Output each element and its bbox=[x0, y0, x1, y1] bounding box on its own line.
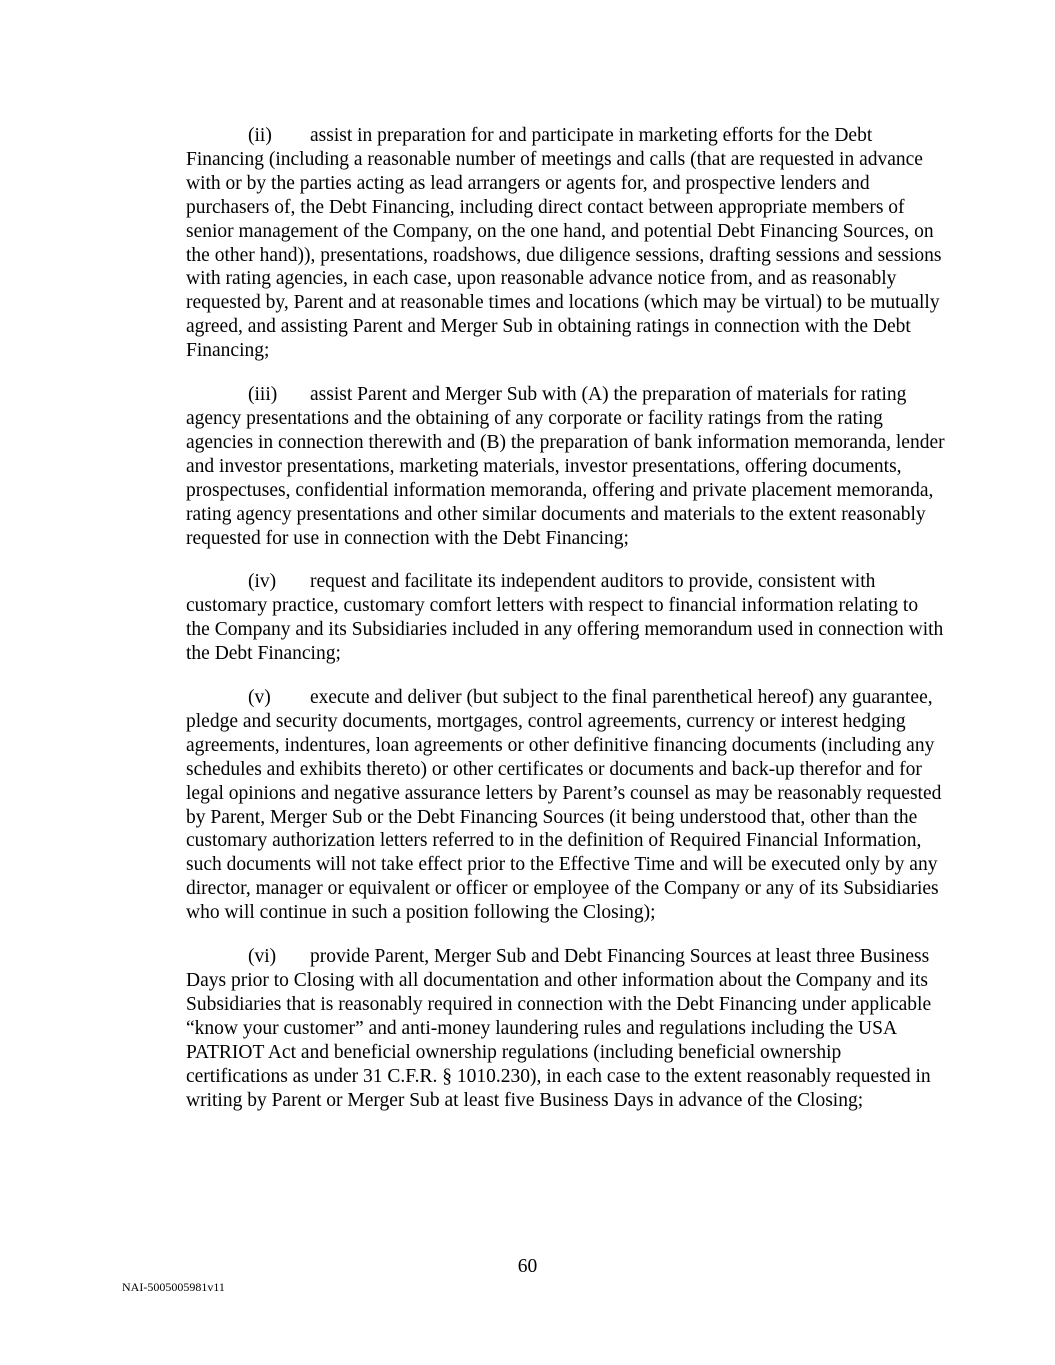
paragraph-text: provide Parent, Merger Sub and Debt Financing Sources at least three Business Days prior to Closing with all documentation and other information about the Company and its Subsidiaries that is reasonably required in connection with the Debt Financing under applicable “know your customer” and anti-money laundering rules and regulations including the USA PATRIOT Act and beneficial ownership regulations (including beneficial ownership certifications as under 31 C.F.R. § 1010.230), in each case to the extent reasonably requested in writing by Parent or Merger Sub at least five Business Days in advance of the Closing; bbox=[186, 946, 932, 1111]
page-number: 60 bbox=[517, 1256, 538, 1277]
paragraph-number: (iii) bbox=[248, 384, 278, 406]
paragraph-text: assist Parent and Merger Sub with (A) the preparation of materials for rating agency presentations and the obtaining of any corporate or facility ratings from the rating agencies in connection therewith and (B) the preparation of bank information memoranda, lender and investor presentations, marketing materials, investor presentations, offering documents, prospectuses, confidential information memoranda, offering and private placement memoranda, rating agency presentations and other similar documents and materials to the extent reasonably requested for use in connection with the Debt Financing; bbox=[186, 384, 945, 549]
paragraph-iv bbox=[186, 570, 946, 666]
paragraph-text: assist in preparation for and participate in marketing efforts for the Debt Financing (including a reasonable number of meetings and calls (that are requested in advance with or by the parties acting as lead arrangers or agents for, and prospective lenders and purchasers of, the Debt Financing, including direct contact between appropriate members of senior management of the Company, on the one hand, and potential Debt Financing Sources, on the other hand)), presentations, roadshows, due diligence sessions, drafting sessions and sessions with rating agencies, in each case, upon reasonable advance notice from, and as reasonably requested by, Parent and at reasonable times and locations (which may be virtual) to be mutually agreed, and assisting Parent and Merger Sub in obtaining ratings in connection with the Debt Financing; bbox=[186, 125, 942, 362]
paragraph-iii bbox=[186, 383, 946, 550]
paragraph-text: execute and deliver (but subject to the final parenthetical hereof) any guarantee, pledge and security documents, mortgages, control agreements, currency or interest hedging agreements, indentures, loan agreements or other definitive financing documents (including any schedules and exhibits thereto) or other certificates or documents and back-up therefor and for legal opinions and negative assurance letters by Parent’s counsel as may be reasonably requested by Parent, Merger Sub or the Debt Financing Sources (it being understood that, other than the customary authorization letters referred to in the definition of Required Financial Information, such documents will not take effect prior to the Effective Time and will be executed only by any director, manager or equivalent or officer or employee of the Company or any of its Subsidiaries who will continue in such a position following the Closing); bbox=[186, 687, 942, 924]
paragraph-number: (v) bbox=[248, 687, 271, 709]
paragraph-vi bbox=[186, 945, 946, 1112]
paragraph-number: (ii) bbox=[248, 125, 272, 146]
paragraph-number: (iv) bbox=[248, 571, 277, 593]
document-id: NAI-5005005981v11 bbox=[122, 1280, 225, 1294]
paragraph-ii bbox=[186, 124, 946, 363]
paragraph-number: (vi) bbox=[248, 946, 277, 968]
paragraph-text: request and facilitate its independent auditors to provide, consistent with customary practice, customary comfort letters with respect to financial information relating to the Company and its Subsidiaries included in any offering memorandum used in connection with the Debt Financing; bbox=[186, 571, 944, 665]
paragraph-v bbox=[186, 686, 946, 925]
document-body bbox=[186, 124, 946, 1132]
